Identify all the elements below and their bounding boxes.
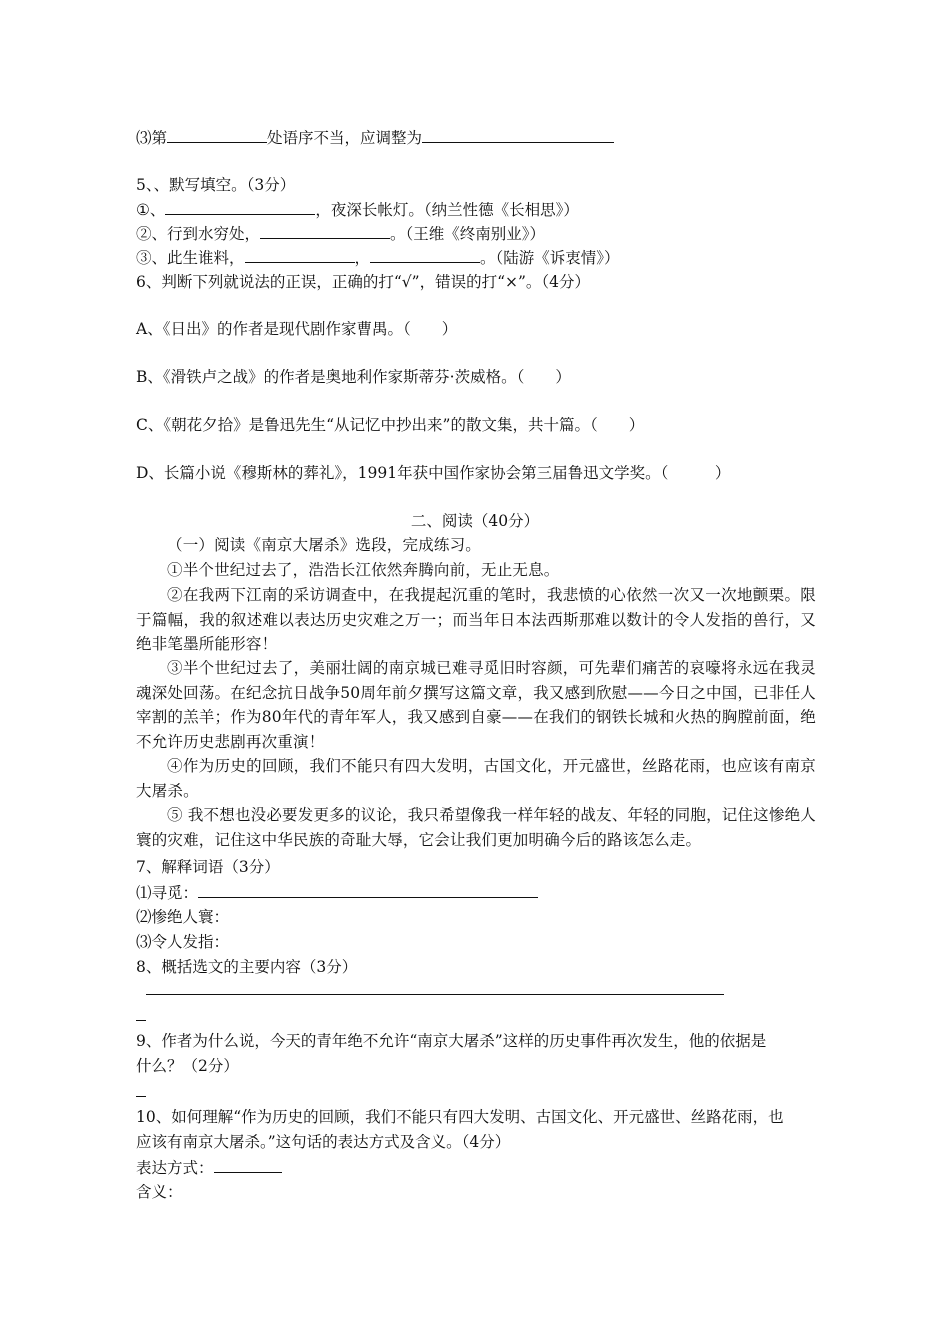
q6-option-b[interactable]: B、《滑铁卢之战》的作者是奥地利作家斯蒂芬·茨威格。（ ） — [136, 368, 571, 386]
q7-item-3[interactable]: ⑶令人发指： — [136, 933, 230, 951]
q5-item-3-comma: ， — [354, 249, 371, 267]
q9-line-2: 什么？（2分） — [136, 1057, 239, 1075]
q10-form-label: 表达方式： — [136, 1159, 214, 1177]
q5-item-1-prefix: ①、 — [136, 201, 166, 219]
reading-paragraph-5: ⑤ 我不想也没必要发更多的议论，我只希望像我一样年轻的战友、年轻的同胞，记住这惨绝人寰的灾难，记住这中华民族的奇耻大辱，它会让我们更加明确今后的路该怎么走。 — [136, 806, 816, 849]
q3-answer-blank[interactable] — [422, 126, 614, 143]
q3-position-blank[interactable] — [167, 126, 267, 143]
reading-paragraph-3: ③半个世纪过去了，美丽壮阔的南京城已难寻觅旧时容颜，可先辈们痛苦的哀嚎将永远在我灵魂深处回荡。在纪念抗日战争50周年前夕撰写这篇文章，我又感到欣慰——今日之中国，已非任人宰割的羔羊；作为80年代的青年军人，我又感到自豪——在我们的钢铁长城和火热的胸膛前面，绝不允许历史悲剧再次重演！ — [136, 659, 816, 751]
q5-item-2-blank[interactable] — [260, 222, 390, 239]
q8-answer-dash — [136, 1020, 146, 1021]
q9-line-1: 9、作者为什么说，今天的青年绝不允许“南京大屠杀”这样的历史事件再次发生，他的依据是 — [136, 1032, 767, 1050]
q5-item-3-prefix: ③、此生谁料， — [136, 249, 245, 267]
reading-paragraph-1: ①半个世纪过去了，浩浩长江依然奔腾向前，无止无息。 — [167, 561, 560, 579]
q8-answer-line[interactable] — [146, 994, 724, 995]
q5-item-1-blank[interactable] — [165, 198, 315, 215]
q10-form — [136, 1156, 282, 1179]
q5-item-3-blank-1[interactable] — [245, 246, 355, 263]
q7-item-2[interactable]: ⑵惨绝人寰： — [136, 908, 230, 926]
q6-option-c[interactable]: C、《朝花夕拾》是鲁迅先生“从记忆中抄出来”的散文集，共十篇。（ ） — [136, 416, 645, 434]
q7-item-1-blank[interactable] — [198, 881, 538, 898]
q5-item-2 — [136, 222, 545, 245]
q5-title: 5、、默写填空。（3分） — [136, 176, 296, 194]
reading-intro: （一）阅读《南京大屠杀》选段，完成练习。 — [167, 536, 482, 554]
q5-item-2-prefix: ②、行到水穷处， — [136, 225, 261, 243]
q8-title: 8、概括选文的主要内容（3分） — [136, 958, 358, 976]
q5-item-1-suffix: ，夜深长帐灯。（纳兰性德《长相思》） — [315, 201, 579, 219]
reading-paragraph-2: ②在我两下江南的采访调查中，在我提起沉重的笔时，我悲愤的心依然一次又一次地颤栗。限于篇幅，我的叙述难以表达历史灾难之万一；而当年日本法西斯那难以数计的令人发指的兽行，又绝非笔墨所能形容！ — [136, 586, 816, 653]
q5-item-3 — [136, 246, 620, 269]
q6-option-a[interactable]: A、《日出》的作者是现代剧作家曹禺。（ ） — [136, 320, 458, 338]
q7-item-1-label: ⑴寻觅： — [136, 884, 199, 902]
q3-prefix: ⑶第 — [136, 129, 168, 147]
q7-item-1 — [136, 881, 538, 904]
q7-title: 7、解释词语（3分） — [136, 858, 280, 876]
q5-item-3-blank-2[interactable] — [370, 246, 480, 263]
q10-form-blank[interactable] — [214, 1156, 282, 1173]
q5-item-1 — [136, 198, 579, 221]
q9-answer-dash — [136, 1096, 146, 1097]
q10-line-1: 10、如何理解“作为历史的回顾，我们不能只有四大发明、古国文化、开元盛世、丝路花雨，也 — [136, 1108, 784, 1126]
q3-middle: 处语序不当，应调整为 — [267, 129, 423, 147]
q5-item-2-suffix: 。（王维《终南别业》） — [390, 225, 546, 243]
q5-item-3-suffix: 。（陆游《诉衷情》） — [480, 249, 620, 267]
q6-title: 6、判断下列就说法的正误，正确的打“√”，错误的打“×”。（4分） — [136, 273, 591, 291]
q10-meaning[interactable]: 含义： — [136, 1183, 183, 1201]
q6-option-d[interactable]: D、长篇小说《穆斯林的葬礼》，1991年获中国作家协会第三届鲁迅文学奖。（ ） — [136, 464, 731, 482]
section-heading: 二、阅读（40分） — [410, 512, 540, 530]
q10-line-2: 应该有南京大屠杀。”这句话的表达方式及含义。（4分） — [136, 1133, 511, 1151]
reading-paragraph-4: ④作为历史的回顾，我们不能只有四大发明，古国文化，开元盛世，丝路花雨，也应该有南京大屠杀。 — [136, 757, 816, 800]
q3-line — [136, 126, 614, 149]
